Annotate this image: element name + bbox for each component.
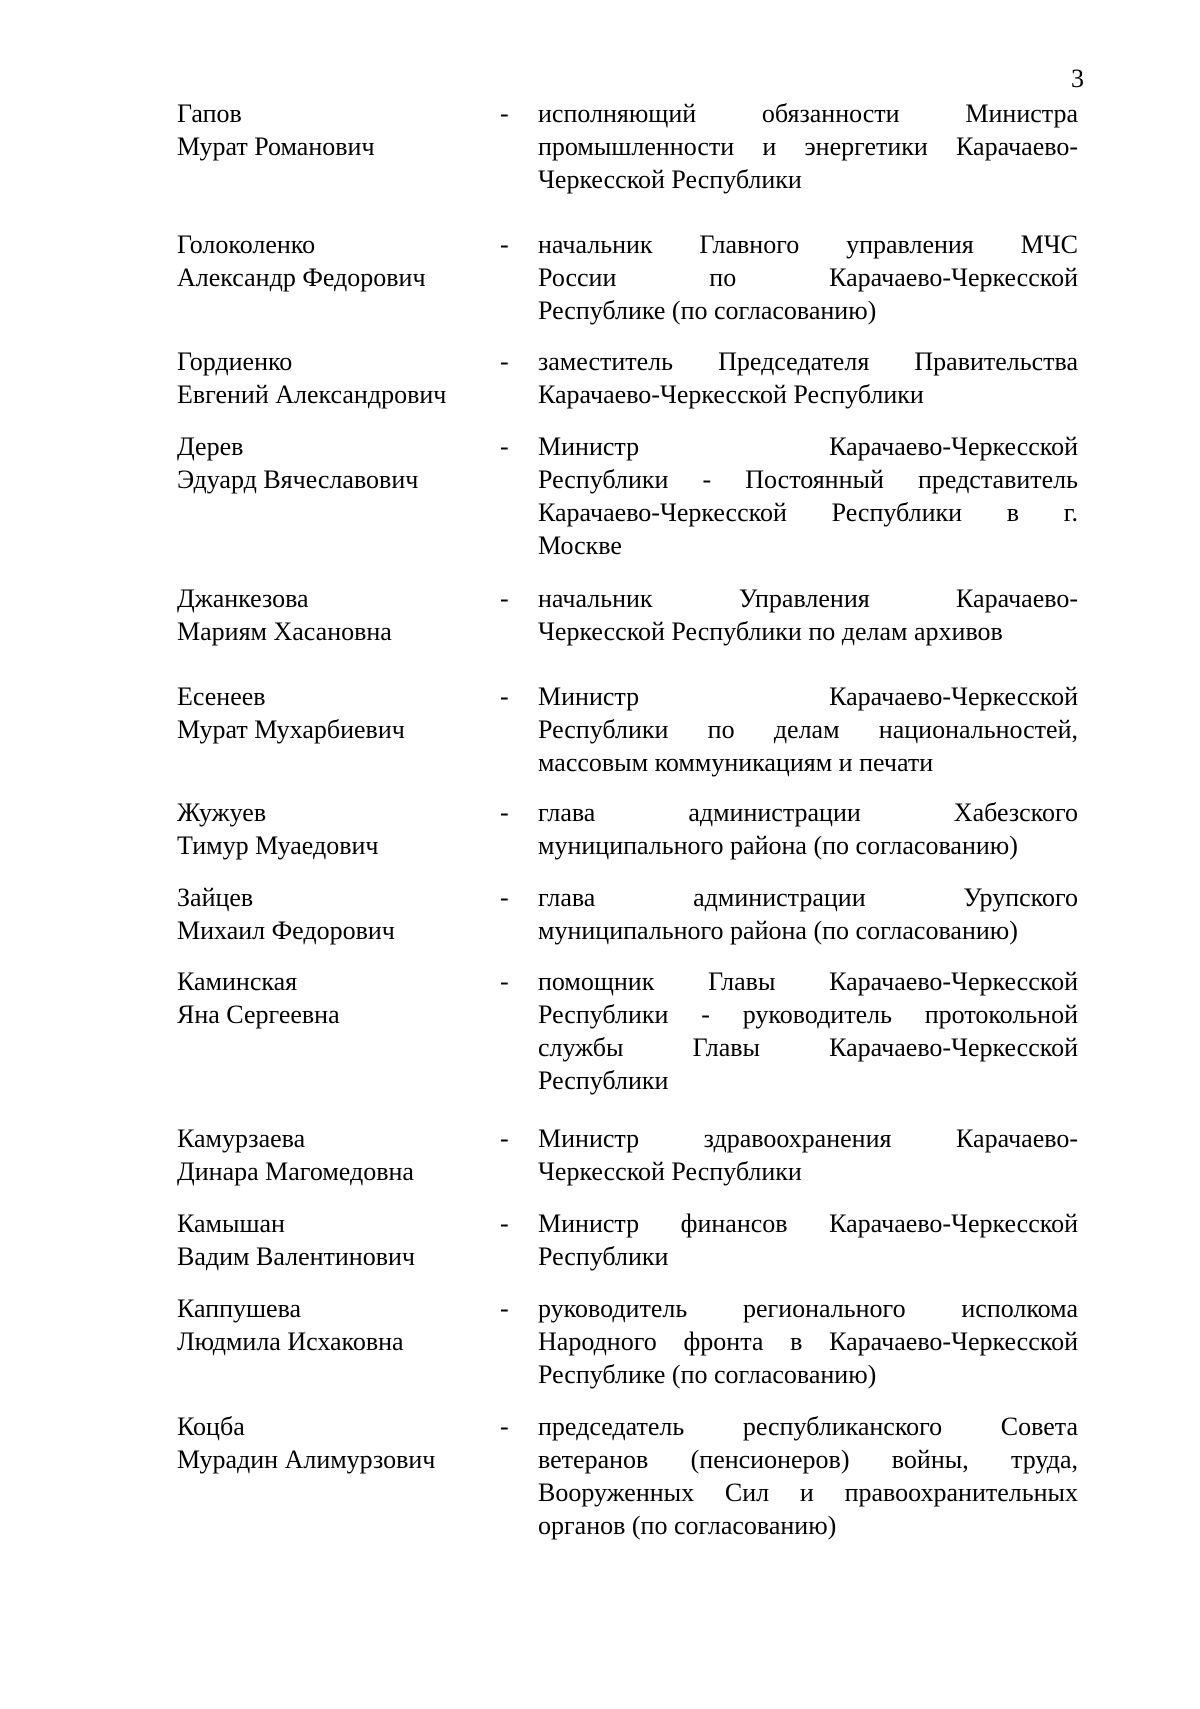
member-given-names: Александр Федорович bbox=[177, 263, 426, 292]
position-line: Черкесской Республики bbox=[538, 165, 802, 194]
member-name bbox=[177, 1207, 497, 1273]
position-line: Черкесской Республики по делам архивов bbox=[538, 617, 1003, 646]
position-line: Республики по делам национальностей, bbox=[538, 715, 1078, 744]
member-position bbox=[538, 1122, 1078, 1188]
member-given-names: Тимур Муаедович bbox=[177, 831, 379, 860]
member-surname: Камурзаева bbox=[177, 1124, 306, 1153]
position-line: Республики bbox=[538, 1066, 669, 1095]
position-line: Министр здравоохранения Карачаево- bbox=[538, 1124, 1078, 1153]
position-line: заместитель Председателя Правительства bbox=[538, 347, 1078, 376]
member-surname: Жужуев bbox=[177, 798, 267, 827]
member-name bbox=[177, 345, 497, 411]
position-line: ветеранов (пенсионеров) войны, труда, bbox=[538, 1445, 1078, 1474]
position-line: органов (по согласованию) bbox=[538, 1511, 837, 1540]
separator-dash: - bbox=[500, 432, 509, 461]
member-surname: Камышан bbox=[177, 1209, 285, 1238]
member-name bbox=[177, 97, 497, 163]
member-position bbox=[538, 796, 1078, 862]
separator-dash: - bbox=[500, 1209, 509, 1238]
position-line: председатель республиканского Совета bbox=[538, 1412, 1078, 1441]
member-surname: Зайцев bbox=[177, 883, 254, 912]
separator-dash: - bbox=[500, 1124, 509, 1153]
position-line: Министр финансов Карачаево-Черкесской bbox=[538, 1209, 1078, 1238]
member-surname: Есенеев bbox=[177, 682, 266, 711]
member-given-names: Эдуард Вячеславович bbox=[177, 465, 419, 494]
separator-dash: - bbox=[500, 584, 509, 613]
member-name bbox=[177, 1410, 497, 1476]
position-line: глава администрации Хабезского bbox=[538, 798, 1078, 827]
member-surname: Джанкезова bbox=[177, 584, 309, 613]
member-position bbox=[538, 1292, 1078, 1391]
member-position bbox=[538, 582, 1078, 648]
member-position bbox=[538, 345, 1078, 411]
member-given-names: Мурат Мухарбиевич bbox=[177, 715, 405, 744]
member-position bbox=[538, 881, 1078, 947]
member-name bbox=[177, 881, 497, 947]
position-line: Вооруженных Сил и правоохранительных bbox=[538, 1478, 1078, 1507]
member-position bbox=[538, 965, 1078, 1097]
position-line: Народного фронта в Карачаево-Черкесской bbox=[538, 1327, 1078, 1356]
position-line: промышленности и энергетики Карачаево- bbox=[538, 132, 1078, 161]
position-line: Республики - Постоянный представитель bbox=[538, 465, 1078, 494]
position-line: Черкесской Республики bbox=[538, 1157, 802, 1186]
separator-dash: - bbox=[500, 798, 509, 827]
position-line: Республики bbox=[538, 1242, 669, 1271]
separator-dash: - bbox=[500, 347, 509, 376]
member-name bbox=[177, 796, 497, 862]
position-line: Министр Карачаево-Черкесской bbox=[538, 432, 1078, 461]
member-surname: Голоколенко bbox=[177, 230, 316, 259]
position-line: исполняющий обязанности Министра bbox=[538, 99, 1078, 128]
member-given-names: Динара Магомедовна bbox=[177, 1157, 414, 1186]
member-surname: Коцба bbox=[177, 1412, 245, 1441]
position-line: руководитель регионального исполкома bbox=[538, 1294, 1078, 1323]
member-position bbox=[538, 97, 1078, 196]
position-line: помощник Главы Карачаево-Черкесской bbox=[538, 967, 1078, 996]
member-name bbox=[177, 1122, 497, 1188]
position-line: муниципального района (по согласованию) bbox=[538, 831, 1018, 860]
position-line: Министр Карачаево-Черкесской bbox=[538, 682, 1078, 711]
member-given-names: Вадим Валентинович bbox=[177, 1242, 415, 1271]
page-number: 3 bbox=[1071, 64, 1084, 93]
position-line: Республики - руководитель протокольной bbox=[538, 1000, 1078, 1029]
member-position bbox=[538, 1207, 1078, 1273]
member-given-names: Людмила Исхаковна bbox=[177, 1327, 404, 1356]
separator-dash: - bbox=[500, 230, 509, 259]
member-name bbox=[177, 965, 497, 1031]
separator-dash: - bbox=[500, 682, 509, 711]
position-line: России по Карачаево-Черкесской bbox=[538, 263, 1078, 292]
member-name bbox=[177, 582, 497, 648]
member-given-names: Евгений Александрович bbox=[177, 380, 447, 409]
position-line: муниципального района (по согласованию) bbox=[538, 916, 1018, 945]
position-line: Карачаево-Черкесской Республики bbox=[538, 380, 924, 409]
member-surname: Гапов bbox=[177, 99, 242, 128]
member-name bbox=[177, 228, 497, 294]
position-line: Республике (по согласованию) bbox=[538, 296, 877, 325]
member-name bbox=[177, 1292, 497, 1358]
member-given-names: Яна Сергеевна bbox=[177, 1000, 340, 1029]
member-given-names: Мурадин Алимурзович bbox=[177, 1445, 436, 1474]
position-line: Москве bbox=[538, 531, 622, 560]
position-line: начальник Управления Карачаево- bbox=[538, 584, 1078, 613]
position-line: глава администрации Урупского bbox=[538, 883, 1078, 912]
position-line: начальник Главного управления МЧС bbox=[538, 230, 1078, 259]
separator-dash: - bbox=[500, 1412, 509, 1441]
member-given-names: Мариям Хасановна bbox=[177, 617, 392, 646]
member-given-names: Мурат Романович bbox=[177, 132, 375, 161]
separator-dash: - bbox=[500, 967, 509, 996]
position-line: массовым коммуникациям и печати bbox=[538, 748, 934, 777]
member-position bbox=[538, 430, 1078, 562]
position-line: Карачаево-Черкесской Республики в г. bbox=[538, 498, 1078, 527]
position-line: Республике (по согласованию) bbox=[538, 1360, 877, 1389]
position-line: службы Главы Карачаево-Черкесской bbox=[538, 1033, 1078, 1062]
member-given-names: Михаил Федорович bbox=[177, 916, 395, 945]
separator-dash: - bbox=[500, 1294, 509, 1323]
member-surname: Каминская bbox=[177, 967, 298, 996]
member-position bbox=[538, 228, 1078, 327]
member-name bbox=[177, 430, 497, 496]
separator-dash: - bbox=[500, 99, 509, 128]
member-position bbox=[538, 680, 1078, 779]
member-surname: Каппушева bbox=[177, 1294, 302, 1323]
member-name bbox=[177, 680, 497, 746]
separator-dash: - bbox=[500, 883, 509, 912]
member-position bbox=[538, 1410, 1078, 1542]
member-surname: Дерев bbox=[177, 432, 244, 461]
member-surname: Гордиенко bbox=[177, 347, 293, 376]
